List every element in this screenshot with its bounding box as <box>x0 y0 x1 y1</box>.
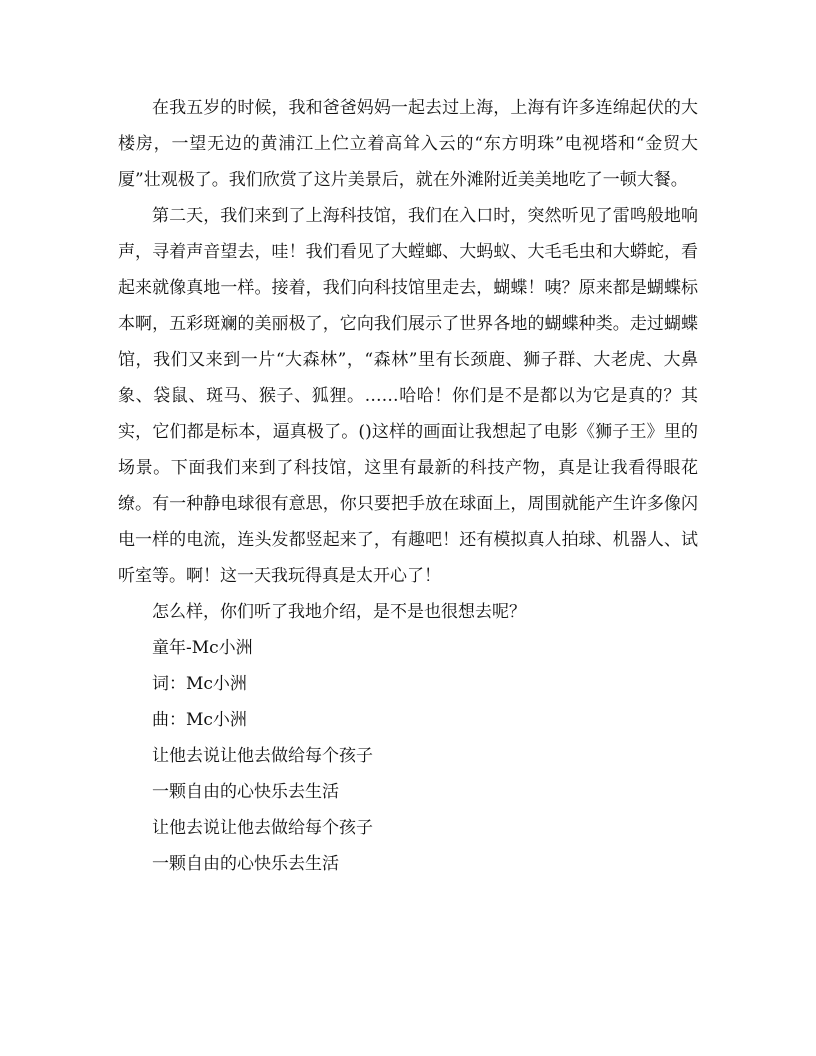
lyric-line: 一颗自由的心快乐去生活 <box>152 854 339 874</box>
paragraph-science-museum: 第二天，我们来到了上海科技馆，我们在入口时，突然听见了雷鸣般地响声，寻着声音望去，哇！我们看见了大螳螂、大蚂蚁、大毛毛虫和大蟒蛇，看起来就像真地一样。接着，我们向科技馆里走去，蝴蝶！咦？原来都是蝴蝶标本啊，五彩斑斓的美丽极了，它向我们展示了世界各地的蝴蝶种类。走过蝴蝶馆，我们又来到一片“大森林”，“森林”里有长颈鹿、狮子群、大老虎、大鼻象、袋鼠、斑马、猴子、狐狸。……哈哈！你们是不是都以为它是真的？其实，它们都是标本，逼真极了。()这样的画面让我想起了电影《狮子王》里的场景。下面我们来到了科技馆，这里有最新的科技产物，真是让我看得眼花缭。有一种静电球很有意思，你只要把手放在球面上，周围就能产生许多像闪电一样的电流，连头发都竖起来了，有趣吧！还有模拟真人拍球、机器人、试听室等。啊！这一天我玩得真是太开心了！ <box>118 206 698 586</box>
song-title: 童年-Mc小洲 <box>152 638 253 658</box>
lyric-line: 一颗自由的心快乐去生活 <box>152 782 339 802</box>
lyric-line: 让他去说让他去做给每个孩子 <box>152 746 373 766</box>
document-body <box>118 90 698 882</box>
song-lyricist: 词：Mc小洲 <box>152 674 247 694</box>
paragraph-shanghai-trip: 在我五岁的时候，我和爸爸妈妈一起去过上海，上海有许多连绵起伏的大楼房，一望无边的黄浦江上伫立着高耸入云的“东方明珠”电视塔和“金贸大厦”壮观极了。我们欣赏了这片美景后，就在外滩附近美美地吃了一顿大餐。 <box>118 98 698 190</box>
lyric-line: 让他去说让他去做给每个孩子 <box>152 818 373 838</box>
song-composer: 曲：Mc小洲 <box>152 710 247 730</box>
closing-question: 怎么样，你们听了我地介绍，是不是也很想去呢？ <box>152 602 526 622</box>
